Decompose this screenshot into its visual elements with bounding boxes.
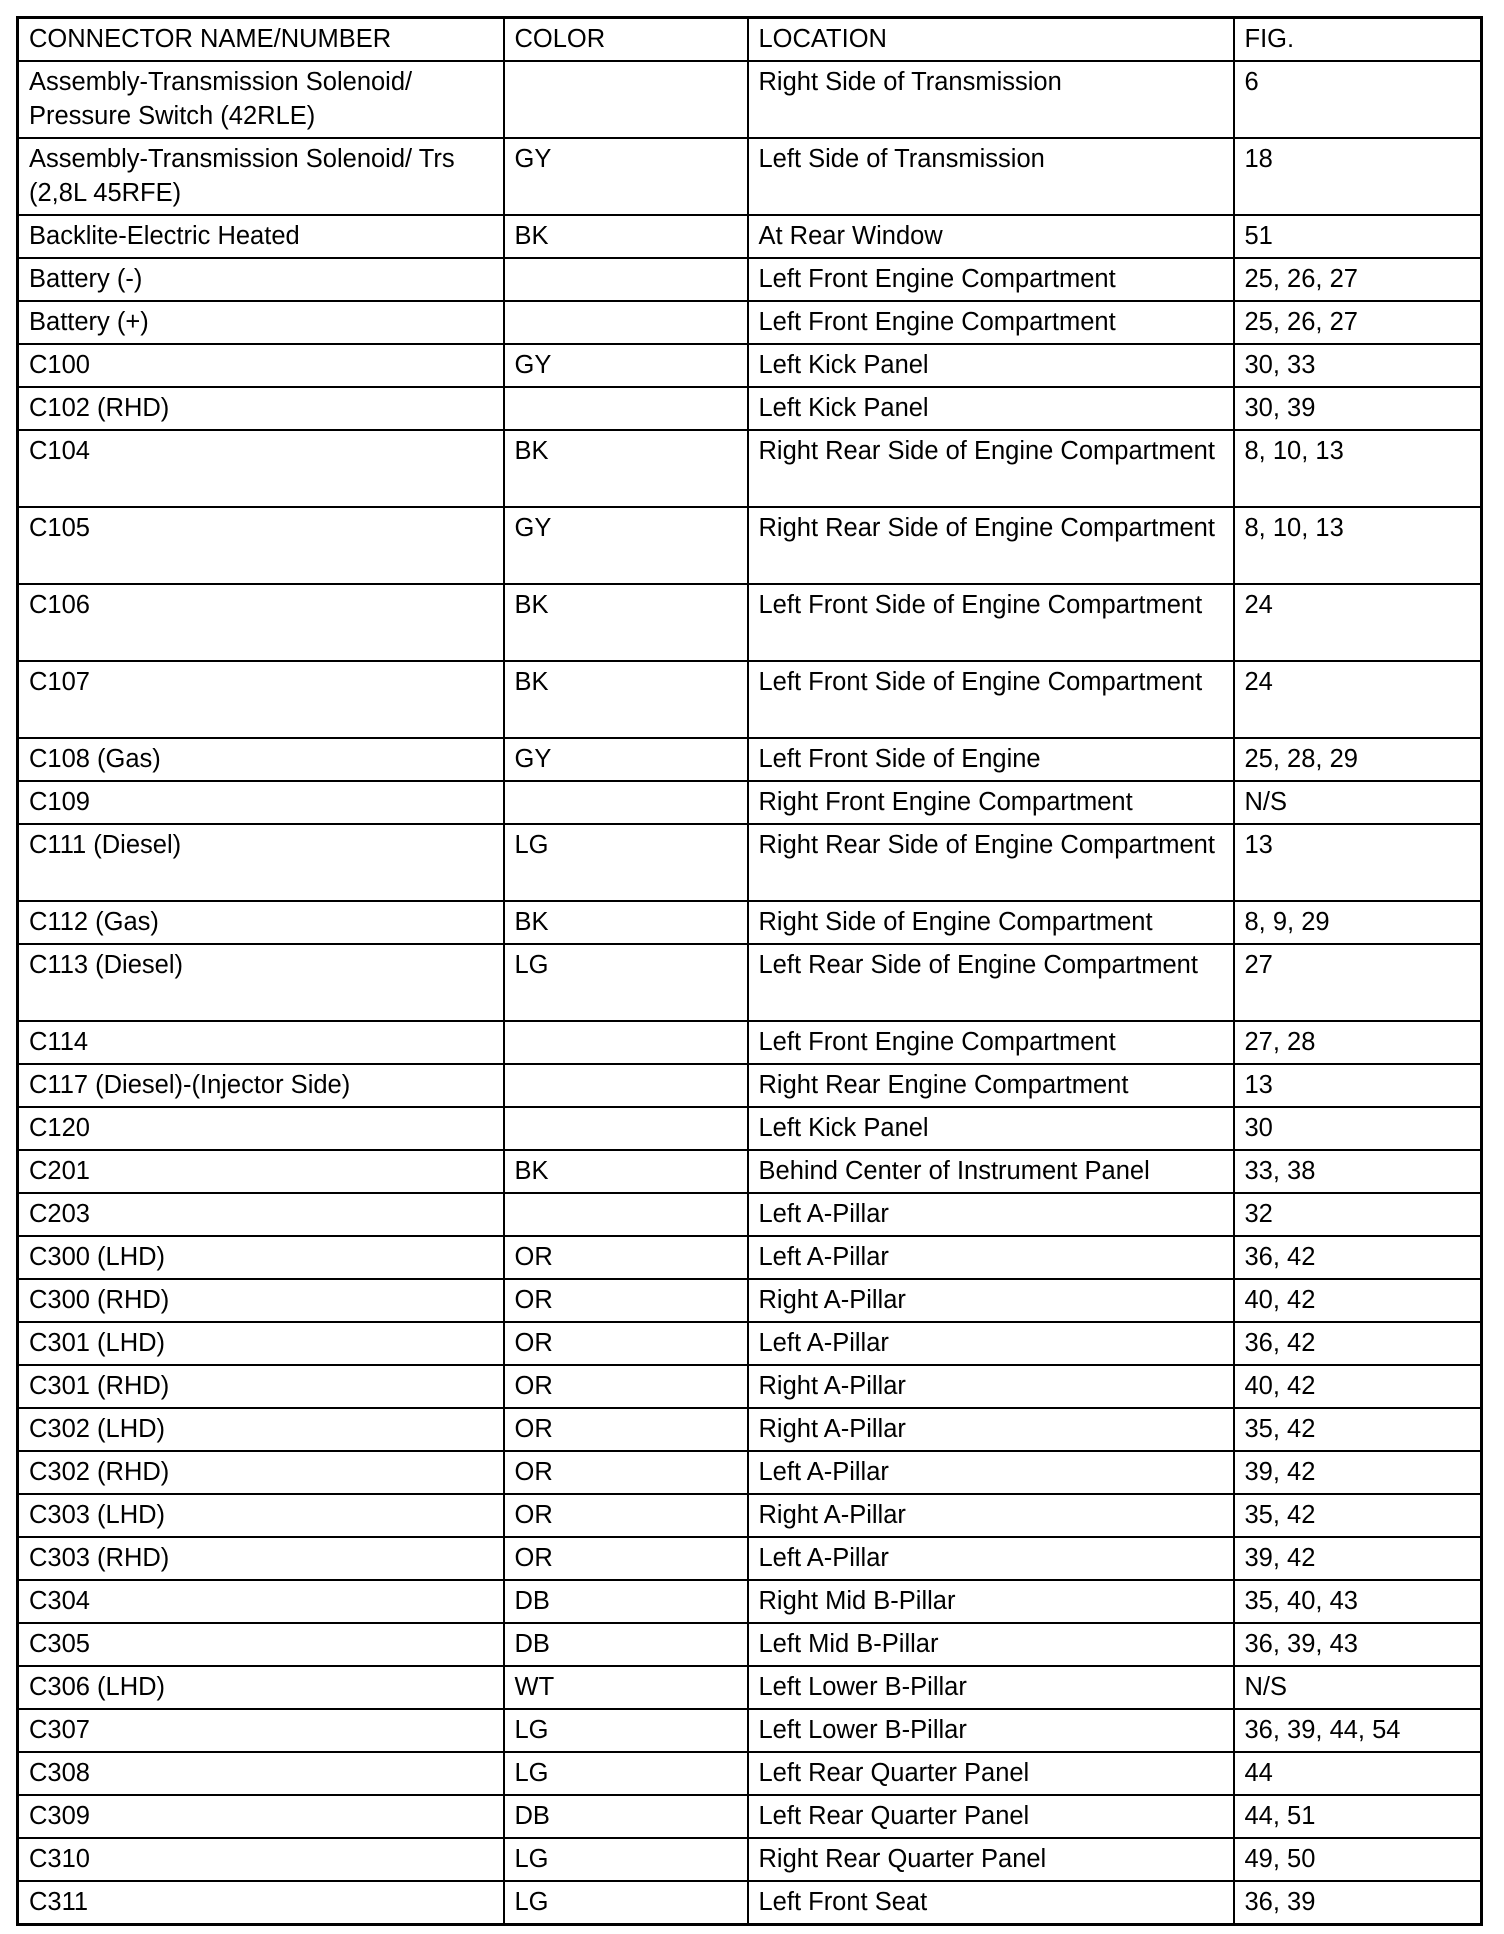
cell-location: Right A-Pillar (748, 1494, 1234, 1537)
table-row (18, 507, 1482, 584)
table-row (18, 1623, 1482, 1666)
cell-fig: 24 (1234, 584, 1482, 661)
cell-color: LG (504, 1752, 748, 1795)
connector-table (16, 16, 1483, 1926)
cell-color: OR (504, 1322, 748, 1365)
cell-color (504, 1107, 748, 1150)
cell-color: GY (504, 138, 748, 215)
cell-location: Left A-Pillar (748, 1322, 1234, 1365)
table-row (18, 824, 1482, 901)
cell-connector-name: C106 (18, 584, 504, 661)
cell-color: DB (504, 1623, 748, 1666)
header-connector-name: CONNECTOR NAME/NUMBER (18, 18, 504, 62)
table-row (18, 301, 1482, 344)
table-row (18, 1365, 1482, 1408)
cell-fig: 8, 10, 13 (1234, 430, 1482, 507)
table-header-row (18, 18, 1482, 62)
cell-connector-name: C300 (LHD) (18, 1236, 504, 1279)
cell-fig: 25, 28, 29 (1234, 738, 1482, 781)
cell-color: OR (504, 1451, 748, 1494)
table-row (18, 138, 1482, 215)
cell-fig: N/S (1234, 1666, 1482, 1709)
table-row (18, 1451, 1482, 1494)
table-row (18, 1150, 1482, 1193)
cell-connector-name: Backlite-Electric Heated (18, 215, 504, 258)
cell-fig: 36, 39 (1234, 1881, 1482, 1925)
cell-location: Left Front Engine Compartment (748, 258, 1234, 301)
cell-fig: 36, 39, 43 (1234, 1623, 1482, 1666)
cell-location: Left A-Pillar (748, 1193, 1234, 1236)
cell-location: Right Side of Engine Compartment (748, 901, 1234, 944)
cell-color: OR (504, 1408, 748, 1451)
cell-fig: 36, 42 (1234, 1236, 1482, 1279)
cell-color (504, 258, 748, 301)
cell-location: Left Front Side of Engine Compartment (748, 584, 1234, 661)
cell-connector-name: C309 (18, 1795, 504, 1838)
cell-location: Left Front Side of Engine Compartment (748, 661, 1234, 738)
cell-connector-name: Assembly-Transmission Solenoid/ Pressure Switch (42RLE) (18, 61, 504, 138)
cell-connector-name: C102 (RHD) (18, 387, 504, 430)
cell-fig: 30, 39 (1234, 387, 1482, 430)
table-row (18, 1193, 1482, 1236)
cell-color: OR (504, 1365, 748, 1408)
cell-fig: 39, 42 (1234, 1451, 1482, 1494)
table-row (18, 1322, 1482, 1365)
cell-color: LG (504, 1838, 748, 1881)
cell-fig: 25, 26, 27 (1234, 301, 1482, 344)
cell-fig: 6 (1234, 61, 1482, 138)
cell-color: BK (504, 584, 748, 661)
table-row (18, 584, 1482, 661)
table-row (18, 344, 1482, 387)
table-row (18, 944, 1482, 1021)
cell-color (504, 1064, 748, 1107)
header-fig: FIG. (1234, 18, 1482, 62)
table-row (18, 1709, 1482, 1752)
table-row (18, 781, 1482, 824)
cell-connector-name: C107 (18, 661, 504, 738)
cell-location: Right Mid B-Pillar (748, 1580, 1234, 1623)
cell-fig: 51 (1234, 215, 1482, 258)
cell-location: Left Kick Panel (748, 344, 1234, 387)
cell-fig: 13 (1234, 824, 1482, 901)
table-row (18, 387, 1482, 430)
table-row (18, 1064, 1482, 1107)
cell-location: Left Lower B-Pillar (748, 1709, 1234, 1752)
cell-fig: 40, 42 (1234, 1279, 1482, 1322)
cell-location: Left Kick Panel (748, 1107, 1234, 1150)
header-location: LOCATION (748, 18, 1234, 62)
cell-location: Left Lower B-Pillar (748, 1666, 1234, 1709)
cell-fig: 36, 42 (1234, 1322, 1482, 1365)
cell-location: Right A-Pillar (748, 1408, 1234, 1451)
cell-connector-name: C301 (RHD) (18, 1365, 504, 1408)
cell-connector-name: C120 (18, 1107, 504, 1150)
cell-location: Left Rear Quarter Panel (748, 1752, 1234, 1795)
cell-color (504, 781, 748, 824)
cell-color (504, 1021, 748, 1064)
cell-color (504, 301, 748, 344)
cell-connector-name: C104 (18, 430, 504, 507)
cell-fig: 32 (1234, 1193, 1482, 1236)
table-row (18, 1752, 1482, 1795)
cell-color: OR (504, 1537, 748, 1580)
cell-connector-name: C304 (18, 1580, 504, 1623)
table-row (18, 1537, 1482, 1580)
table-row (18, 1881, 1482, 1925)
cell-fig: 40, 42 (1234, 1365, 1482, 1408)
cell-fig: 24 (1234, 661, 1482, 738)
cell-location: Left A-Pillar (748, 1236, 1234, 1279)
cell-connector-name: C108 (Gas) (18, 738, 504, 781)
table-row (18, 1408, 1482, 1451)
cell-connector-name: Assembly-Transmission Solenoid/ Trs (2,8L 45RFE) (18, 138, 504, 215)
cell-connector-name: C303 (RHD) (18, 1537, 504, 1580)
cell-connector-name: C301 (LHD) (18, 1322, 504, 1365)
cell-fig: 44, 51 (1234, 1795, 1482, 1838)
cell-location: Left Front Seat (748, 1881, 1234, 1925)
cell-fig: 30, 33 (1234, 344, 1482, 387)
cell-location: Right A-Pillar (748, 1279, 1234, 1322)
cell-connector-name: C311 (18, 1881, 504, 1925)
cell-location: Left A-Pillar (748, 1537, 1234, 1580)
cell-fig: 8, 10, 13 (1234, 507, 1482, 584)
cell-location: Left Rear Quarter Panel (748, 1795, 1234, 1838)
cell-fig: 30 (1234, 1107, 1482, 1150)
table-row (18, 1795, 1482, 1838)
cell-color: LG (504, 944, 748, 1021)
cell-color: OR (504, 1494, 748, 1537)
table-row (18, 215, 1482, 258)
table-row (18, 1666, 1482, 1709)
cell-connector-name: C112 (Gas) (18, 901, 504, 944)
cell-fig: 27 (1234, 944, 1482, 1021)
cell-fig: 27, 28 (1234, 1021, 1482, 1064)
cell-location: Left Front Engine Compartment (748, 1021, 1234, 1064)
cell-connector-name: C308 (18, 1752, 504, 1795)
cell-connector-name: C117 (Diesel)-(Injector Side) (18, 1064, 504, 1107)
cell-location: Right Rear Side of Engine Compartment (748, 507, 1234, 584)
cell-location: Left Kick Panel (748, 387, 1234, 430)
cell-connector-name: C310 (18, 1838, 504, 1881)
cell-fig: 35, 42 (1234, 1408, 1482, 1451)
table-row (18, 430, 1482, 507)
table-row (18, 1021, 1482, 1064)
cell-connector-name: Battery (-) (18, 258, 504, 301)
cell-connector-name: C302 (RHD) (18, 1451, 504, 1494)
cell-fig: 18 (1234, 138, 1482, 215)
cell-connector-name: C302 (LHD) (18, 1408, 504, 1451)
cell-color: BK (504, 661, 748, 738)
table-row (18, 1279, 1482, 1322)
table-row (18, 738, 1482, 781)
cell-fig: 8, 9, 29 (1234, 901, 1482, 944)
cell-fig: 36, 39, 44, 54 (1234, 1709, 1482, 1752)
cell-connector-name: C109 (18, 781, 504, 824)
cell-location: Right Rear Side of Engine Compartment (748, 824, 1234, 901)
cell-connector-name: C113 (Diesel) (18, 944, 504, 1021)
table-row (18, 1494, 1482, 1537)
cell-connector-name: C307 (18, 1709, 504, 1752)
cell-connector-name: C105 (18, 507, 504, 584)
cell-fig: 44 (1234, 1752, 1482, 1795)
cell-fig: 39, 42 (1234, 1537, 1482, 1580)
cell-connector-name: C114 (18, 1021, 504, 1064)
cell-location: Right Rear Side of Engine Compartment (748, 430, 1234, 507)
cell-color: GY (504, 344, 748, 387)
cell-color: WT (504, 1666, 748, 1709)
cell-color: LG (504, 1881, 748, 1925)
cell-location: Right Rear Engine Compartment (748, 1064, 1234, 1107)
table-row (18, 258, 1482, 301)
cell-color: DB (504, 1580, 748, 1623)
cell-location: Left Side of Transmission (748, 138, 1234, 215)
cell-color (504, 387, 748, 430)
cell-fig: 25, 26, 27 (1234, 258, 1482, 301)
table-row (18, 901, 1482, 944)
cell-location: Right A-Pillar (748, 1365, 1234, 1408)
cell-location: Right Front Engine Compartment (748, 781, 1234, 824)
cell-connector-name: C305 (18, 1623, 504, 1666)
cell-fig: 49, 50 (1234, 1838, 1482, 1881)
cell-fig: 35, 40, 43 (1234, 1580, 1482, 1623)
cell-color: BK (504, 1150, 748, 1193)
cell-fig: 33, 38 (1234, 1150, 1482, 1193)
cell-color: OR (504, 1279, 748, 1322)
cell-color (504, 61, 748, 138)
cell-location: Behind Center of Instrument Panel (748, 1150, 1234, 1193)
cell-color: BK (504, 215, 748, 258)
cell-color: LG (504, 1709, 748, 1752)
cell-color: BK (504, 901, 748, 944)
table-row (18, 1580, 1482, 1623)
table-row (18, 61, 1482, 138)
cell-location: Left Rear Side of Engine Compartment (748, 944, 1234, 1021)
cell-location: Left Front Side of Engine (748, 738, 1234, 781)
connector-table-wrapper (16, 16, 1480, 1926)
cell-connector-name: Battery (+) (18, 301, 504, 344)
cell-connector-name: C300 (RHD) (18, 1279, 504, 1322)
cell-location: Right Side of Transmission (748, 61, 1234, 138)
cell-connector-name: C303 (LHD) (18, 1494, 504, 1537)
cell-color: OR (504, 1236, 748, 1279)
cell-color: LG (504, 824, 748, 901)
cell-color: GY (504, 507, 748, 584)
cell-connector-name: C306 (LHD) (18, 1666, 504, 1709)
cell-location: Left Front Engine Compartment (748, 301, 1234, 344)
cell-fig: 13 (1234, 1064, 1482, 1107)
table-row (18, 1838, 1482, 1881)
cell-fig: 35, 42 (1234, 1494, 1482, 1537)
cell-fig: N/S (1234, 781, 1482, 824)
cell-color (504, 1193, 748, 1236)
cell-connector-name: C100 (18, 344, 504, 387)
cell-location: Left A-Pillar (748, 1451, 1234, 1494)
cell-connector-name: C111 (Diesel) (18, 824, 504, 901)
table-row (18, 661, 1482, 738)
cell-color: GY (504, 738, 748, 781)
cell-color: BK (504, 430, 748, 507)
cell-location: At Rear Window (748, 215, 1234, 258)
cell-location: Right Rear Quarter Panel (748, 1838, 1234, 1881)
header-color: COLOR (504, 18, 748, 62)
table-row (18, 1236, 1482, 1279)
cell-connector-name: C203 (18, 1193, 504, 1236)
table-row (18, 1107, 1482, 1150)
cell-color: DB (504, 1795, 748, 1838)
cell-location: Left Mid B-Pillar (748, 1623, 1234, 1666)
cell-connector-name: C201 (18, 1150, 504, 1193)
